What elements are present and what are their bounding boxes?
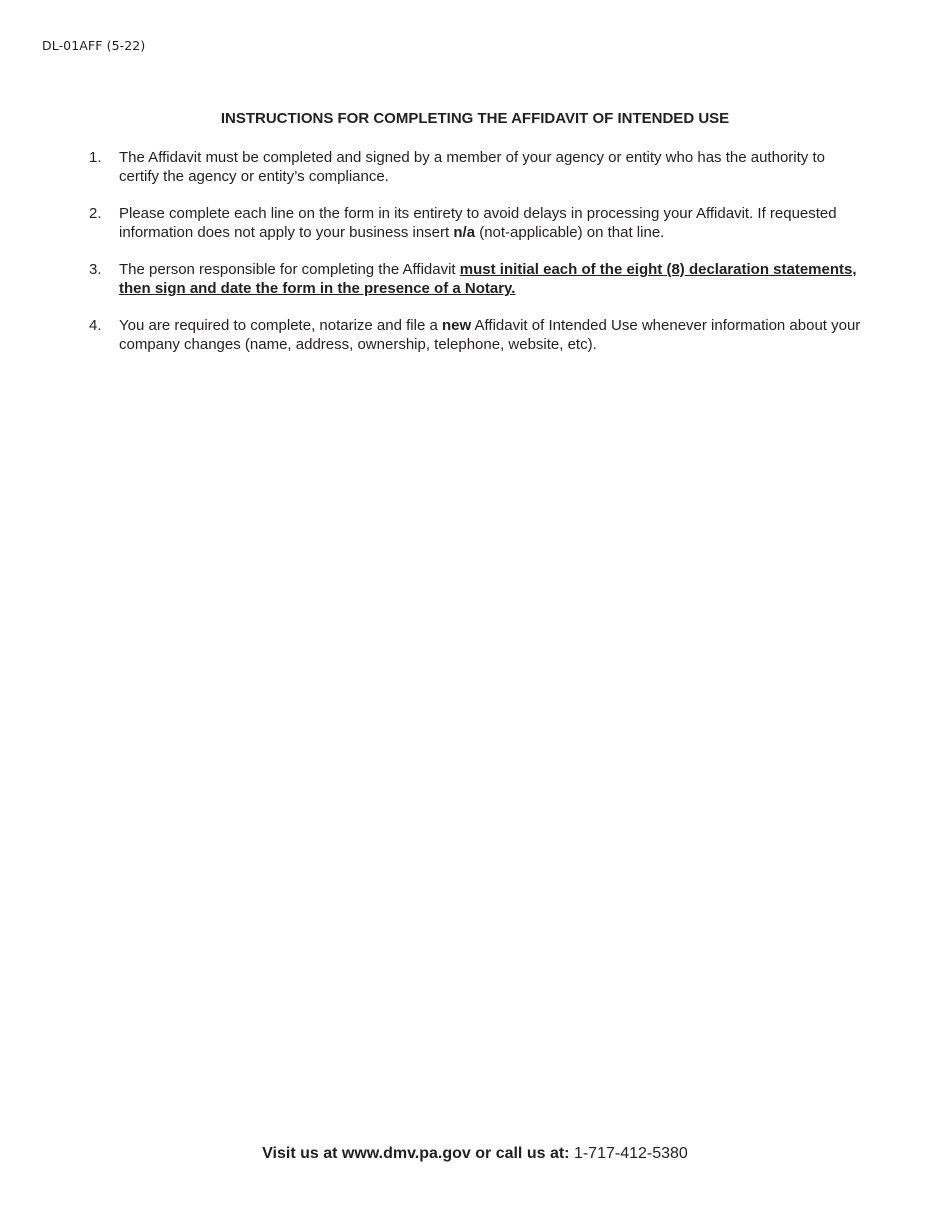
- item-number: 2.: [89, 205, 102, 222]
- item-text-plain: The Affidavit must be completed and signed by a member of your agency or entity who has the authority to certify the agency or entity’s compliance.: [119, 149, 825, 185]
- item-number: 3.: [89, 261, 102, 278]
- item-text-bold: new: [441, 317, 472, 334]
- list-item: [89, 260, 869, 298]
- instructions-list: [89, 148, 869, 372]
- item-text: [119, 204, 869, 242]
- footer-contact: [0, 1145, 950, 1163]
- item-text-plain: You are required to complete, notarize and file a: [119, 317, 442, 334]
- list-item: [89, 316, 869, 354]
- footer-label: Visit us at www.dmv.pa.gov or call us at:: [262, 1145, 570, 1162]
- form-id: DL-01AFF (5-22): [42, 38, 146, 53]
- item-text-plain: Please complete each line on the form in its entirety to avoid delays in processing your Affidavit. If requested information does not apply to your business insert: [119, 205, 837, 241]
- item-text-plain: (not-applicable) on that line.: [475, 224, 665, 241]
- list-item: [89, 204, 869, 242]
- item-number: 1.: [89, 149, 102, 166]
- item-number: 4.: [89, 317, 102, 334]
- item-text: [119, 148, 869, 186]
- item-text: [119, 316, 869, 354]
- item-text-bold: n/a: [453, 224, 476, 241]
- item-text-plain: Affidavit of Intended Use whenever information about your company changes (name, address, ownership, telephone, website, etc).: [119, 317, 861, 353]
- item-text-plain: The person responsible for completing the Affidavit: [119, 261, 460, 278]
- page-title: INSTRUCTIONS FOR COMPLETING THE AFFIDAVIT OF INTENDED USE: [220, 110, 730, 127]
- list-item: [89, 148, 869, 186]
- item-text-bold-underlined: must initial each of the eight (8) declaration statements, then sign and date the form in the presence of a Notary.: [119, 261, 857, 297]
- footer-phone: 1-717-412-5380: [573, 1145, 688, 1162]
- item-text: [119, 260, 869, 298]
